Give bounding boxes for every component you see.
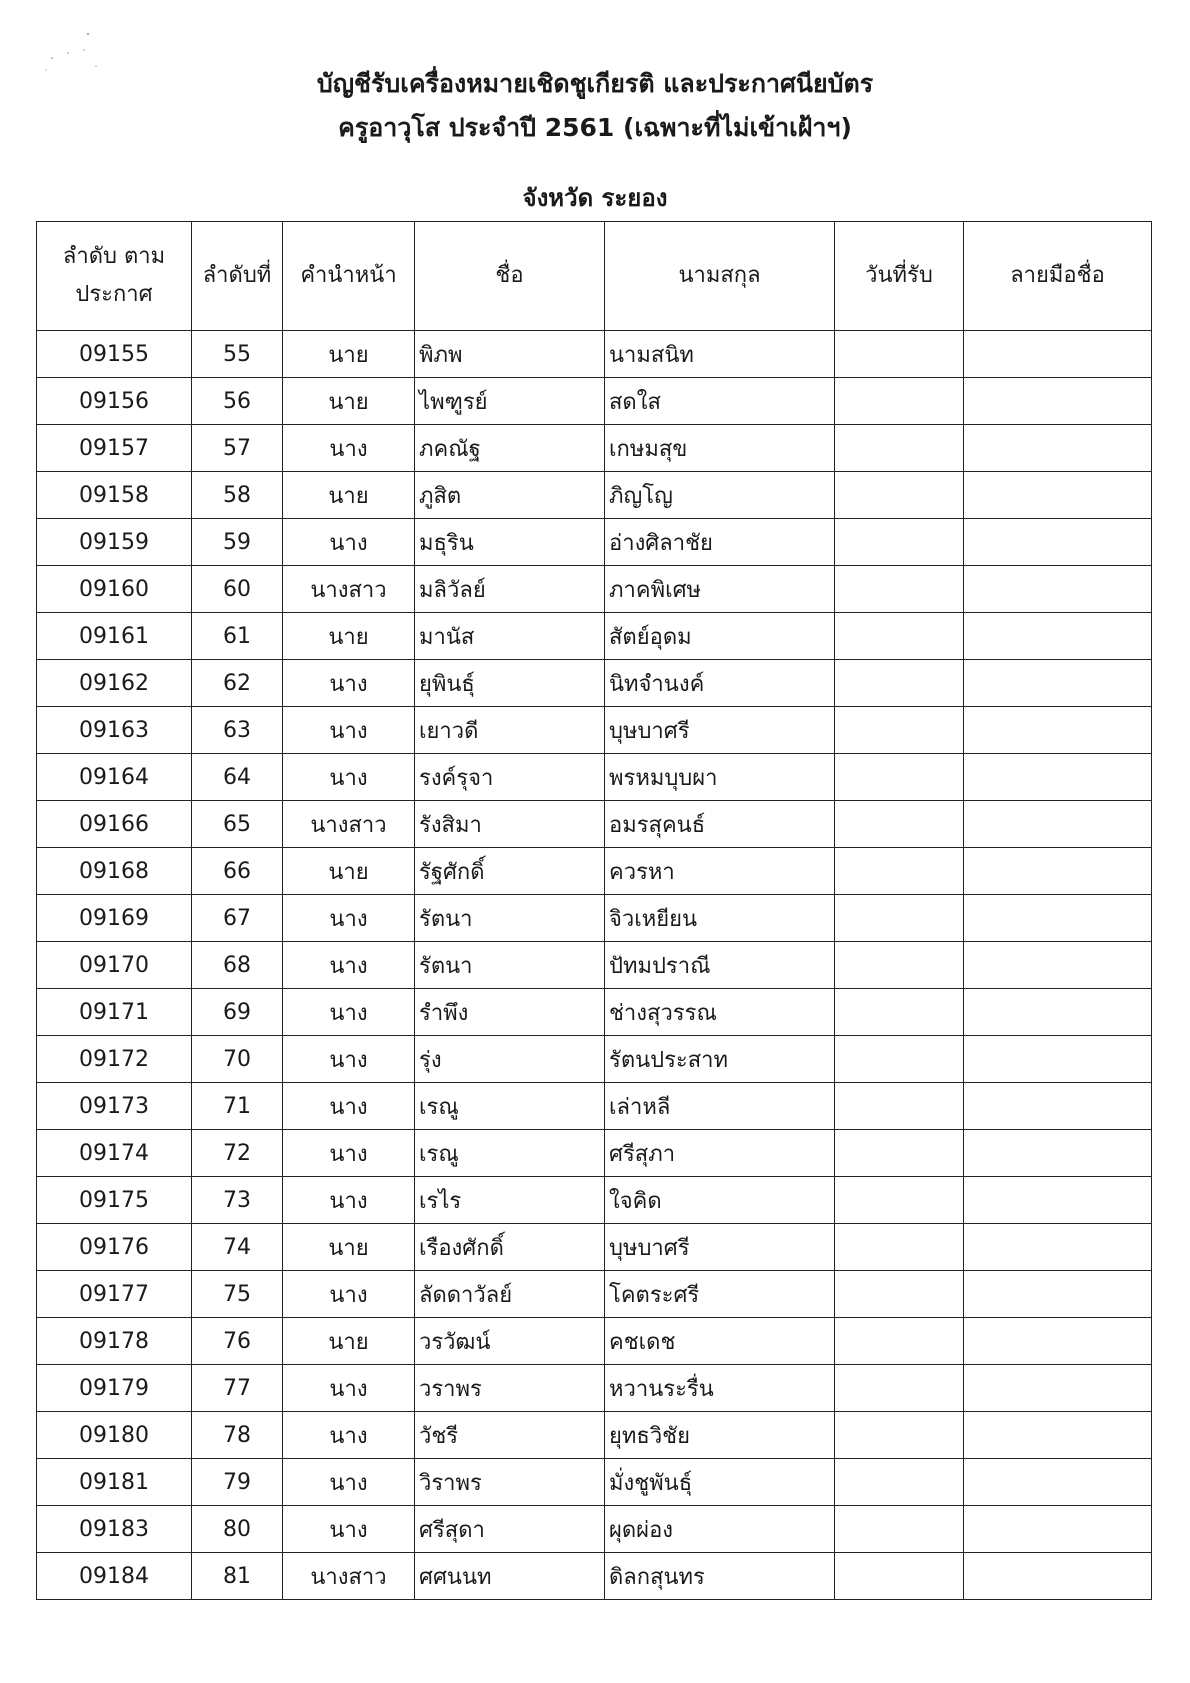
table-row: [37, 1412, 1152, 1459]
cell-received-date: [835, 1553, 964, 1600]
table-row: [37, 660, 1152, 707]
cell-first-name: เรณู: [415, 1130, 605, 1177]
cell-last-name: หวานระรื่น: [605, 1365, 835, 1412]
cell-first-name: รัฐศักดิ์: [415, 848, 605, 895]
cell-announcement-no: 09161: [37, 613, 192, 660]
col-header-first-name: ชื่อ: [415, 222, 605, 331]
table-row: [37, 1224, 1152, 1271]
cell-first-name: ศรีสุดา: [415, 1506, 605, 1553]
cell-prefix: นาง: [283, 1177, 415, 1224]
cell-prefix: นาง: [283, 707, 415, 754]
col-header-seq-no: ลำดับที่: [192, 222, 283, 331]
cell-seq-no: 60: [192, 566, 283, 613]
cell-prefix: นาย: [283, 848, 415, 895]
cell-first-name: มลิวัลย์: [415, 566, 605, 613]
cell-first-name: ภคณัฐ: [415, 425, 605, 472]
cell-last-name: เกษมสุข: [605, 425, 835, 472]
cell-last-name: ดิลกสุนทร: [605, 1553, 835, 1600]
cell-seq-no: 81: [192, 1553, 283, 1600]
cell-received-date: [835, 613, 964, 660]
cell-received-date: [835, 378, 964, 425]
cell-first-name: รังสิมา: [415, 801, 605, 848]
cell-last-name: ภิญโญ: [605, 472, 835, 519]
cell-seq-no: 80: [192, 1506, 283, 1553]
cell-announcement-no: 09175: [37, 1177, 192, 1224]
table-row: [37, 848, 1152, 895]
cell-seq-no: 64: [192, 754, 283, 801]
cell-last-name: อ่างศิลาชัย: [605, 519, 835, 566]
cell-prefix: นาง: [283, 425, 415, 472]
cell-received-date: [835, 895, 964, 942]
cell-received-date: [835, 1177, 964, 1224]
cell-received-date: [835, 707, 964, 754]
cell-last-name: ผุดผ่อง: [605, 1506, 835, 1553]
cell-last-name: โคตระศรี: [605, 1271, 835, 1318]
cell-last-name: สดใส: [605, 378, 835, 425]
cell-signature: [964, 895, 1152, 942]
cell-signature: [964, 1271, 1152, 1318]
cell-announcement-no: 09173: [37, 1083, 192, 1130]
cell-last-name: ยุทธวิชัย: [605, 1412, 835, 1459]
cell-first-name: ยุพินธุ์: [415, 660, 605, 707]
cell-last-name: คชเดช: [605, 1318, 835, 1365]
cell-signature: [964, 1130, 1152, 1177]
cell-seq-no: 62: [192, 660, 283, 707]
cell-first-name: เรณู: [415, 1083, 605, 1130]
cell-seq-no: 73: [192, 1177, 283, 1224]
table-row: [37, 1553, 1152, 1600]
cell-received-date: [835, 660, 964, 707]
cell-last-name: พรหมบุบผา: [605, 754, 835, 801]
cell-last-name: ศรีสุภา: [605, 1130, 835, 1177]
table-row: [37, 1036, 1152, 1083]
cell-seq-no: 71: [192, 1083, 283, 1130]
table-row: [37, 1459, 1152, 1506]
cell-prefix: นางสาว: [283, 1553, 415, 1600]
table-body: [37, 331, 1152, 1600]
cell-prefix: นาง: [283, 660, 415, 707]
cell-prefix: นาย: [283, 613, 415, 660]
cell-prefix: นาง: [283, 1365, 415, 1412]
cell-signature: [964, 472, 1152, 519]
cell-received-date: [835, 1365, 964, 1412]
cell-signature: [964, 566, 1152, 613]
table-row: [37, 1083, 1152, 1130]
cell-signature: [964, 331, 1152, 378]
cell-seq-no: 65: [192, 801, 283, 848]
cell-first-name: ภูสิต: [415, 472, 605, 519]
table-row: [37, 1177, 1152, 1224]
cell-seq-no: 55: [192, 331, 283, 378]
cell-announcement-no: 09184: [37, 1553, 192, 1600]
col-header-prefix: คำนำหน้า: [283, 222, 415, 331]
cell-signature: [964, 425, 1152, 472]
cell-seq-no: 68: [192, 942, 283, 989]
cell-last-name: มั่งชูพันธุ์: [605, 1459, 835, 1506]
cell-prefix: นาง: [283, 1083, 415, 1130]
cell-first-name: เยาวดี: [415, 707, 605, 754]
cell-first-name: พิภพ: [415, 331, 605, 378]
cell-announcement-no: 09180: [37, 1412, 192, 1459]
cell-received-date: [835, 1271, 964, 1318]
cell-prefix: นาง: [283, 1506, 415, 1553]
table-row: [37, 754, 1152, 801]
cell-received-date: [835, 425, 964, 472]
table-row: [37, 331, 1152, 378]
cell-prefix: นาย: [283, 472, 415, 519]
cell-first-name: รุ่ง: [415, 1036, 605, 1083]
cell-received-date: [835, 1506, 964, 1553]
cell-received-date: [835, 942, 964, 989]
document-title-line-1: บัญชีรับเครื่องหมายเชิดชูเกียรติ และประกาศนียบัตร: [316, 69, 874, 98]
cell-last-name: นิทจำนงค์: [605, 660, 835, 707]
cell-last-name: บุษบาศรี: [605, 707, 835, 754]
cell-announcement-no: 09166: [37, 801, 192, 848]
cell-prefix: นาย: [283, 1318, 415, 1365]
cell-announcement-no: 09172: [37, 1036, 192, 1083]
cell-signature: [964, 1365, 1152, 1412]
cell-received-date: [835, 1318, 964, 1365]
cell-first-name: ลัดดาวัลย์: [415, 1271, 605, 1318]
document-header: [0, 62, 1190, 150]
cell-seq-no: 61: [192, 613, 283, 660]
cell-last-name: เล่าหลี: [605, 1083, 835, 1130]
cell-announcement-no: 09159: [37, 519, 192, 566]
cell-prefix: นางสาว: [283, 566, 415, 613]
cell-announcement-no: 09164: [37, 754, 192, 801]
cell-signature: [964, 1083, 1152, 1130]
cell-last-name: ควรหา: [605, 848, 835, 895]
cell-announcement-no: 09156: [37, 378, 192, 425]
cell-prefix: นาง: [283, 519, 415, 566]
cell-last-name: นามสนิท: [605, 331, 835, 378]
cell-first-name: วรวัฒน์: [415, 1318, 605, 1365]
cell-seq-no: 67: [192, 895, 283, 942]
cell-seq-no: 58: [192, 472, 283, 519]
cell-first-name: ไพฑูรย์: [415, 378, 605, 425]
table-row: [37, 613, 1152, 660]
table-row: [37, 519, 1152, 566]
cell-announcement-no: 09171: [37, 989, 192, 1036]
cell-prefix: นาง: [283, 1459, 415, 1506]
cell-received-date: [835, 754, 964, 801]
cell-prefix: นางสาว: [283, 801, 415, 848]
cell-seq-no: 70: [192, 1036, 283, 1083]
roster-table: [36, 221, 1152, 1600]
cell-seq-no: 78: [192, 1412, 283, 1459]
table-row: [37, 378, 1152, 425]
table-header-row: [37, 222, 1152, 331]
cell-signature: [964, 942, 1152, 989]
cell-received-date: [835, 566, 964, 613]
cell-announcement-no: 09163: [37, 707, 192, 754]
cell-signature: [964, 848, 1152, 895]
cell-received-date: [835, 331, 964, 378]
cell-prefix: นาง: [283, 942, 415, 989]
cell-prefix: นาย: [283, 331, 415, 378]
col-header-last-name: นามสกุล: [605, 222, 835, 331]
cell-first-name: ศศนนท: [415, 1553, 605, 1600]
cell-last-name: อมรสุคนธ์: [605, 801, 835, 848]
cell-signature: [964, 660, 1152, 707]
table-row: [37, 895, 1152, 942]
table-row: [37, 1506, 1152, 1553]
cell-seq-no: 59: [192, 519, 283, 566]
table-row: [37, 566, 1152, 613]
cell-signature: [964, 1036, 1152, 1083]
cell-announcement-no: 09176: [37, 1224, 192, 1271]
cell-seq-no: 69: [192, 989, 283, 1036]
cell-first-name: วราพร: [415, 1365, 605, 1412]
table-row: [37, 425, 1152, 472]
cell-prefix: นาง: [283, 1130, 415, 1177]
cell-last-name: รัตนประสาท: [605, 1036, 835, 1083]
cell-announcement-no: 09179: [37, 1365, 192, 1412]
col-header-signature: ลายมือชื่อ: [964, 222, 1152, 331]
cell-seq-no: 76: [192, 1318, 283, 1365]
cell-last-name: ช่างสุวรรณ: [605, 989, 835, 1036]
table-row: [37, 707, 1152, 754]
cell-signature: [964, 801, 1152, 848]
cell-seq-no: 74: [192, 1224, 283, 1271]
cell-signature: [964, 1224, 1152, 1271]
cell-received-date: [835, 1412, 964, 1459]
cell-received-date: [835, 1224, 964, 1271]
cell-announcement-no: 09162: [37, 660, 192, 707]
cell-prefix: นาง: [283, 1412, 415, 1459]
cell-announcement-no: 09174: [37, 1130, 192, 1177]
cell-signature: [964, 1177, 1152, 1224]
cell-prefix: นาง: [283, 754, 415, 801]
cell-seq-no: 79: [192, 1459, 283, 1506]
table-row: [37, 1365, 1152, 1412]
cell-prefix: นาง: [283, 989, 415, 1036]
cell-first-name: วิราพร: [415, 1459, 605, 1506]
cell-signature: [964, 1318, 1152, 1365]
cell-announcement-no: 09158: [37, 472, 192, 519]
cell-signature: [964, 1506, 1152, 1553]
cell-first-name: รงค์รุจา: [415, 754, 605, 801]
cell-received-date: [835, 801, 964, 848]
cell-announcement-no: 09155: [37, 331, 192, 378]
cell-last-name: จิวเหยียน: [605, 895, 835, 942]
cell-seq-no: 57: [192, 425, 283, 472]
cell-seq-no: 77: [192, 1365, 283, 1412]
cell-signature: [964, 989, 1152, 1036]
cell-announcement-no: 09157: [37, 425, 192, 472]
cell-received-date: [835, 519, 964, 566]
cell-announcement-no: 09181: [37, 1459, 192, 1506]
cell-announcement-no: 09168: [37, 848, 192, 895]
col-header-received-date: วันที่รับ: [835, 222, 964, 331]
cell-received-date: [835, 1083, 964, 1130]
cell-announcement-no: 09183: [37, 1506, 192, 1553]
table-row: [37, 1130, 1152, 1177]
cell-signature: [964, 1553, 1152, 1600]
cell-first-name: เรไร: [415, 1177, 605, 1224]
cell-announcement-no: 09178: [37, 1318, 192, 1365]
cell-seq-no: 72: [192, 1130, 283, 1177]
cell-seq-no: 75: [192, 1271, 283, 1318]
cell-signature: [964, 613, 1152, 660]
table-row: [37, 942, 1152, 989]
cell-received-date: [835, 848, 964, 895]
cell-first-name: มธุริน: [415, 519, 605, 566]
document-title-line-2: ครูอาวุโส ประจำปี 2561 (เฉพาะที่ไม่เข้าเฝ้าฯ): [338, 113, 852, 142]
cell-prefix: นาย: [283, 378, 415, 425]
cell-signature: [964, 754, 1152, 801]
cell-last-name: ภาคพิเศษ: [605, 566, 835, 613]
cell-signature: [964, 1412, 1152, 1459]
cell-announcement-no: 09160: [37, 566, 192, 613]
province-label: จังหวัด ระยอง: [522, 184, 668, 212]
table-row: [37, 801, 1152, 848]
cell-first-name: รัตนา: [415, 895, 605, 942]
cell-prefix: นาง: [283, 1036, 415, 1083]
cell-signature: [964, 519, 1152, 566]
cell-received-date: [835, 1036, 964, 1083]
cell-last-name: ปัทมปราณี: [605, 942, 835, 989]
cell-announcement-no: 09169: [37, 895, 192, 942]
cell-last-name: บุษบาศรี: [605, 1224, 835, 1271]
cell-received-date: [835, 989, 964, 1036]
cell-prefix: นาย: [283, 1224, 415, 1271]
cell-announcement-no: 09170: [37, 942, 192, 989]
cell-announcement-no: 09177: [37, 1271, 192, 1318]
col-header-announcement-no: ลำดับ ตามประกาศ: [37, 222, 192, 331]
cell-last-name: สัตย์อุดม: [605, 613, 835, 660]
cell-first-name: วัชรี: [415, 1412, 605, 1459]
cell-signature: [964, 378, 1152, 425]
cell-first-name: รำพึง: [415, 989, 605, 1036]
cell-signature: [964, 1459, 1152, 1506]
table-row: [37, 1271, 1152, 1318]
cell-seq-no: 66: [192, 848, 283, 895]
table-row: [37, 1318, 1152, 1365]
table-row: [37, 989, 1152, 1036]
cell-first-name: เรืองศักดิ์: [415, 1224, 605, 1271]
cell-seq-no: 63: [192, 707, 283, 754]
cell-last-name: ใจคิด: [605, 1177, 835, 1224]
cell-prefix: นาง: [283, 895, 415, 942]
cell-first-name: รัตนา: [415, 942, 605, 989]
cell-prefix: นาง: [283, 1271, 415, 1318]
cell-received-date: [835, 472, 964, 519]
cell-signature: [964, 707, 1152, 754]
cell-received-date: [835, 1459, 964, 1506]
cell-seq-no: 56: [192, 378, 283, 425]
table-row: [37, 472, 1152, 519]
cell-first-name: มานัส: [415, 613, 605, 660]
cell-received-date: [835, 1130, 964, 1177]
